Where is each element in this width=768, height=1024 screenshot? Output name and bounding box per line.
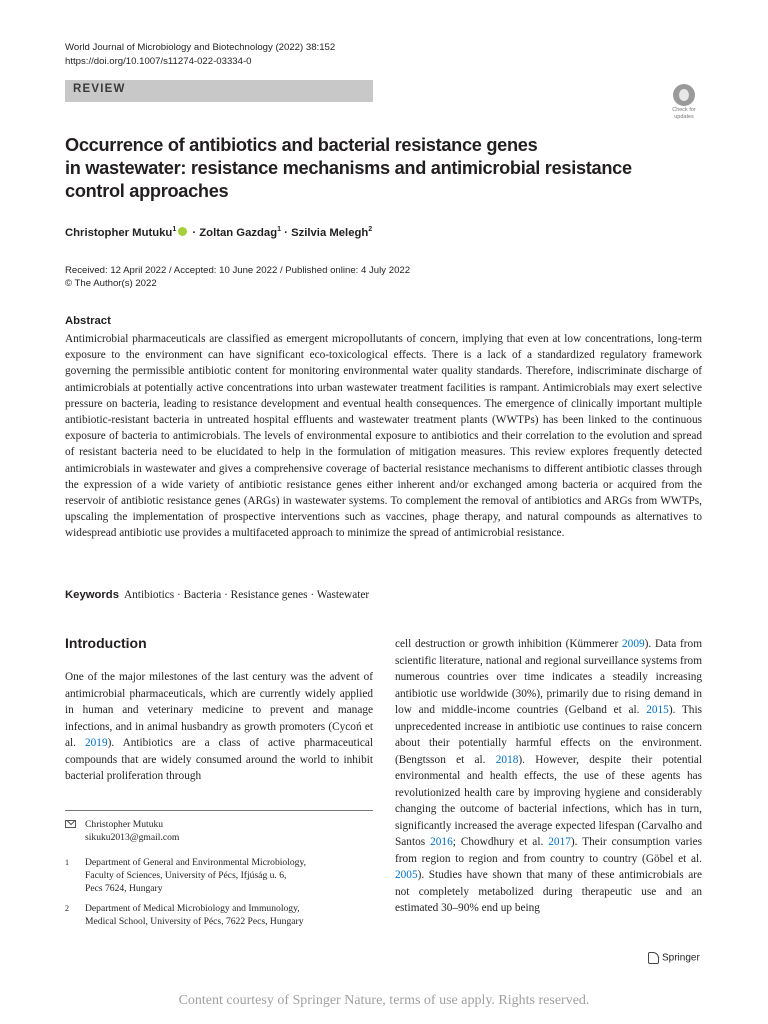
citation-link[interactable]: 2009 [622, 638, 645, 650]
author-list [65, 226, 372, 239]
check-updates-text: Check for updates [672, 107, 696, 120]
author-separator: · [284, 226, 288, 239]
keywords-label: Keywords [65, 589, 119, 601]
author-name[interactable]: Szilvia Melegh [291, 226, 369, 239]
affiliation-number: 1 [65, 858, 69, 867]
abstract-heading: Abstract [65, 315, 111, 327]
check-updates-icon [673, 84, 695, 106]
citation-link[interactable]: 2017 [548, 836, 571, 848]
journal-header [65, 41, 335, 69]
section-label-bar [65, 80, 373, 102]
publication-history: Received: 12 April 2022 / Accepted: 10 June 2022 / Published online: 4 July 2022 [65, 265, 411, 276]
journal-citation: World Journal of Microbiology and Biotechnology (2022) 38:152 [65, 42, 336, 53]
citation-link[interactable]: 2005 [395, 869, 418, 881]
section-label: REVIEW [73, 83, 126, 95]
corresponding-author-footnote [65, 818, 373, 844]
affiliation-marker: 1 [277, 226, 282, 233]
affiliation-footnote: 1 Department of General and Environmental Microbiology, Faculty of Sciences, University of Pécs, Ifjúság u. 6, Pecs 7624, Hungary [65, 857, 307, 894]
springer-horse-icon [648, 952, 659, 964]
citation-link[interactable]: 2015 [646, 704, 669, 716]
author-separator: · [192, 226, 197, 239]
abstract-text: Antimicrobial pharmaceuticals are classified as emergent micropollutants of concern, implying that even at low concentrations, long-term exposure to the environment can have significant eco-toxicological effects. There is a lack of a standardized regulatory framework governing the permissible antibiotic content for monitoring environmental water quality standards. Therefore, indiscriminate discharge of antimicrobials at potentially active concentrations into urban wastewater treatment facilities is rampant. Antimicrobials may exert selective pressure on bacteria, leading to resistance development and eventual health consequences. The emergence of clinically important multiple antibiotic-resistant bacteria in untreated hospital effluents and wastewater treatment plants (WWTPs) has been linked to the continuous exposure of bacteria to antimicrobials. The levels of environmental exposure to antibiotics and their correlation to the evolution and spread of resistant bacteria need to be elucidated to help in the formulation of mitigation measures. This review explores frequently detected antimicrobials in wastewater and gives a comprehensive coverage of bacterial resistance mechanisms to different antibiotic classes through the expression of a wide variety of antibiotic resistance genes either inherent and/or exchanged among bacteria or acquired from the reservoir of antibiotic resistance genes (ARGs) in wastewater systems. To complement the removal of antibiotics and ARGs from WWTPs, upscaling the implementation of prospective interventions such as vaccines, phage therapy, and natural compounds as alternatives to widespread antibiotic use provides a multifaceted approach to minimize the spread of antimicrobial resistance. [65, 333, 702, 540]
intro-column-right: cell destruction or growth inhibition (Kümmerer 2009). Data from scientific literature, national and regional surveillance systems from numerous countries over time indicates a steadily increasing antibiotic use worldwide (30%), primarily due to rising demand in low and middle-income countries (Gelband et al. 2015). This unprecedented increase in antibiotic use continues to raise concern about their potentially harmful effects on the environment. (Bengtsson et al. 2018). However, despite their potential environmental and health effects, the use of these agents has revolutionized health care by improving hygiene and considerably changing the outcome of bacterial infections, which has in turn, significantly increased the average expected lifespan (Carvalho and Santos 2016; Chowdhury et al. 2017). Their consumption varies from region to region and from country to country (Göbel et al. 2005). Studies have shown that many of these antimicrobials are not completely metabolized during therapeutic use and an estimated 30–90% end up being [395, 638, 702, 914]
title-line: Occurrence of antibiotics and bacterial resistance genes [65, 135, 538, 155]
copyright-notice: © The Author(s) 2022 [65, 278, 157, 289]
title-line: control approaches [65, 181, 229, 201]
affiliation-footnote: 2 Department of Medical Microbiology and Immunology, Medical School, University of Pécs, 7622 Pecs, Hungary [65, 903, 304, 927]
footnote-divider [65, 810, 373, 811]
citation-link[interactable]: 2018 [495, 753, 519, 766]
affiliation-marker: 2 [368, 226, 373, 233]
publisher-logo [648, 952, 700, 964]
intro-column-left: One of the major milestones of the last century was the advent of antimicrobial pharmaceuticals, which are currently widely applied in human and veterinary medicine to prevent and manage infections, and in animal husbandry as growth promoters (Cycoń et al. 2019). Antibiotics are a class of active pharmaceutical compounds that are widely consumed around the world to inhibit bacterial proliferation through [65, 671, 373, 782]
orcid-icon[interactable] [178, 227, 187, 236]
contact-email[interactable]: sikuku2013@gmail.com [85, 832, 180, 843]
article-dates [65, 264, 410, 290]
affiliation-marker: 1 [172, 226, 177, 233]
publisher-name: Springer [662, 952, 700, 964]
keywords-list: Antibiotics · Bacteria · Resistance genes · Wastewater [124, 589, 370, 601]
citation-link[interactable]: 2016 [430, 836, 453, 848]
author-name[interactable]: Zoltan Gazdag [199, 226, 278, 239]
contact-name: Christopher Mutuku [85, 819, 164, 830]
title-line: in wastewater: resistance mechanisms and antimicrobial resistance [65, 158, 632, 178]
check-for-updates-badge[interactable] [665, 84, 703, 124]
affiliation-number: 2 [65, 904, 69, 913]
keywords [65, 589, 369, 601]
author-name[interactable]: Christopher Mutuku [65, 226, 173, 239]
doi-link[interactable]: https://doi.org/10.1007/s11274-022-03334-0 [65, 56, 252, 67]
courtesy-notice: Content courtesy of Springer Nature, terms of use apply. Rights reserved. [178, 993, 590, 1008]
introduction-heading: Introduction [65, 635, 147, 651]
article-title [65, 134, 685, 203]
citation-link[interactable]: 2019 [85, 737, 108, 749]
envelope-icon [65, 820, 76, 828]
